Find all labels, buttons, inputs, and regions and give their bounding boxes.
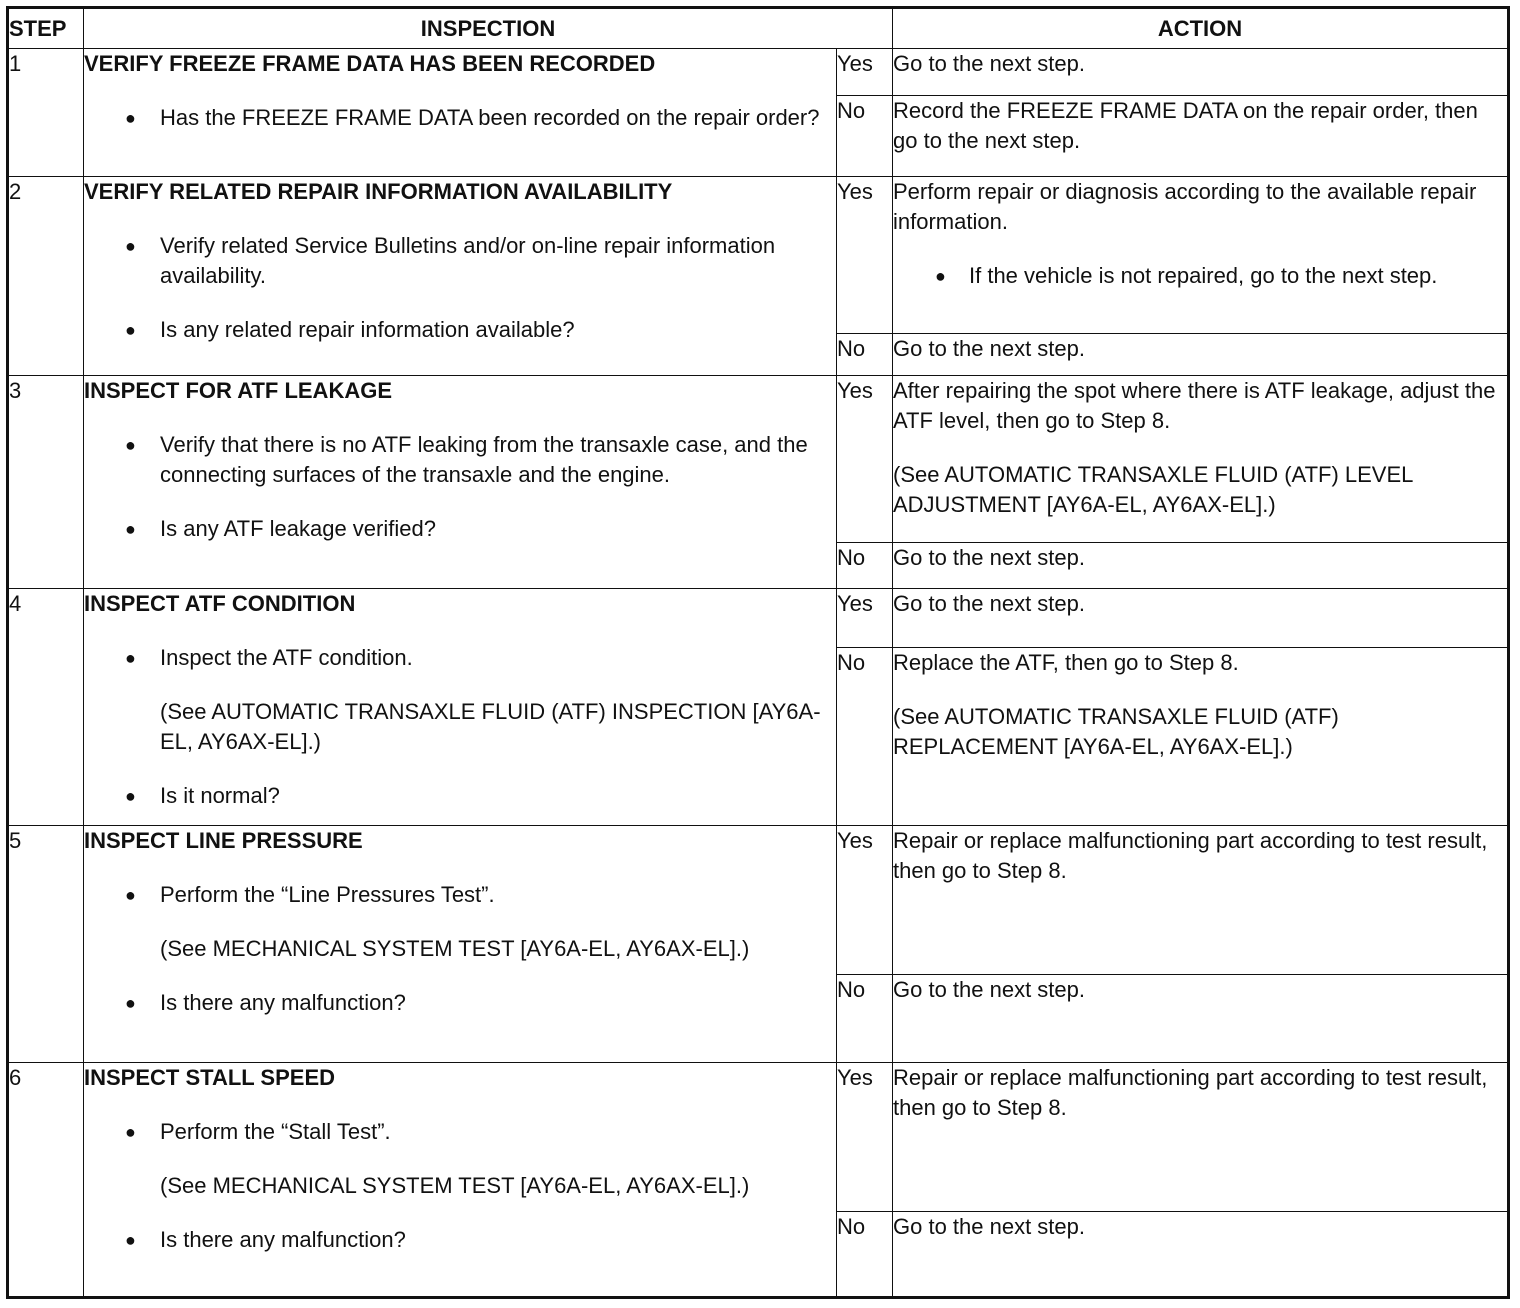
inspection-bullet: ● Verify related Service Bulletins and/or on-line repair information availability.: [84, 231, 836, 291]
inspection-cell: [84, 376, 837, 589]
step-6-yes-row: [8, 1063, 1509, 1212]
action-bullet: ● If the vehicle is not repaired, go to the next step.: [893, 261, 1507, 291]
step-number: 4: [8, 589, 84, 826]
no-label: No: [837, 975, 893, 1063]
step-title: VERIFY FREEZE FRAME DATA HAS BEEN RECORDED: [84, 51, 656, 76]
no-action: Go to the next step.: [893, 1212, 1509, 1298]
yes-action: Go to the next step.: [893, 589, 1509, 648]
reference-note: (See AUTOMATIC TRANSAXLE FLUID (ATF) LEVEL ADJUSTMENT [AY6A-EL, AY6AX-EL].): [893, 462, 1413, 517]
inspection-bullet: ● Is it normal?: [84, 781, 836, 811]
yes-action: After repairing the spot where there is ATF leakage, adjust the ATF level, then go to Step 8.: [893, 378, 1496, 433]
inspection-bullet: ● Is any ATF leakage verified?: [84, 514, 836, 544]
inspection-bullet: ● Has the FREEZE FRAME DATA been recorded on the repair order?: [84, 103, 836, 133]
reference-note: (See AUTOMATIC TRANSAXLE FLUID (ATF) INSPECTION [AY6A-EL, AY6AX-EL].): [160, 699, 821, 754]
step-title: VERIFY RELATED REPAIR INFORMATION AVAILABILITY: [84, 179, 673, 204]
inspection-bullet: ● Perform the “Line Pressures Test”.: [84, 880, 836, 910]
yes-label: Yes: [837, 177, 893, 334]
inspection-bullet: ● Is there any malfunction?: [84, 1225, 836, 1255]
no-action: Go to the next step.: [893, 975, 1509, 1063]
yes-label: Yes: [837, 589, 893, 648]
no-label: No: [837, 648, 893, 826]
step-title: INSPECT ATF CONDITION: [84, 591, 356, 616]
no-action-cell: [893, 648, 1509, 826]
yes-action-cell: [893, 177, 1509, 334]
reference-note: (See AUTOMATIC TRANSAXLE FLUID (ATF) REPLACEMENT [AY6A-EL, AY6AX-EL].): [893, 704, 1339, 759]
yes-action: Perform repair or diagnosis according to the available repair information.: [893, 179, 1477, 234]
yes-action: Repair or replace malfunctioning part according to test result, then go to Step 8.: [893, 826, 1509, 975]
step-number: 6: [8, 1063, 84, 1298]
no-label: No: [837, 1212, 893, 1298]
inspection-bullet: ● Verify that there is no ATF leaking from the transaxle case, and the connecting surfaces of the transaxle and the engine.: [84, 430, 836, 490]
step-title: INSPECT FOR ATF LEAKAGE: [84, 378, 392, 403]
step-1-yes-row: [8, 49, 1509, 96]
no-action: Record the FREEZE FRAME DATA on the repair order, then go to the next step.: [893, 96, 1509, 177]
no-label: No: [837, 334, 893, 376]
no-action: Go to the next step.: [893, 543, 1509, 589]
header-row: [8, 8, 1509, 49]
action-header: ACTION: [893, 8, 1509, 49]
yes-label: Yes: [837, 376, 893, 543]
step-number: 2: [8, 177, 84, 376]
inspection-cell: [84, 589, 837, 826]
step-4-yes-row: [8, 589, 1509, 648]
step-title: INSPECT STALL SPEED: [84, 1065, 336, 1090]
step-3-yes-row: [8, 376, 1509, 543]
inspection-bullet: ● Inspect the ATF condition.: [84, 643, 836, 673]
inspection-header: INSPECTION: [84, 8, 893, 49]
step-title: INSPECT LINE PRESSURE: [84, 828, 363, 853]
inspection-bullet: ● Perform the “Stall Test”.: [84, 1117, 836, 1147]
yes-action: Go to the next step.: [893, 49, 1509, 96]
yes-action: Repair or replace malfunctioning part according to test result, then go to Step 8.: [893, 1063, 1509, 1212]
inspection-cell: [84, 1063, 837, 1298]
yes-label: Yes: [837, 1063, 893, 1212]
no-action: Go to the next step.: [893, 334, 1509, 376]
step-number: 5: [8, 826, 84, 1063]
inspection-bullet: ● Is any related repair information available?: [84, 315, 836, 345]
reference-note: (See MECHANICAL SYSTEM TEST [AY6A-EL, AY6AX-EL].): [160, 1173, 750, 1198]
no-action: Replace the ATF, then go to Step 8.: [893, 650, 1239, 675]
diagnostic-procedure-table: [6, 6, 1510, 1299]
step-2-yes-row: [8, 177, 1509, 334]
step-header: STEP: [8, 8, 84, 49]
reference-note: (See MECHANICAL SYSTEM TEST [AY6A-EL, AY6AX-EL].): [160, 936, 750, 961]
inspection-cell: [84, 826, 837, 1063]
step-number: 1: [8, 49, 84, 177]
step-number: 3: [8, 376, 84, 589]
no-label: No: [837, 96, 893, 177]
no-label: No: [837, 543, 893, 589]
yes-label: Yes: [837, 49, 893, 96]
yes-action-cell: [893, 376, 1509, 543]
inspection-cell: [84, 177, 837, 376]
step-5-yes-row: [8, 826, 1509, 975]
inspection-cell: [84, 49, 837, 177]
inspection-bullet: ● Is there any malfunction?: [84, 988, 836, 1018]
yes-label: Yes: [837, 826, 893, 975]
